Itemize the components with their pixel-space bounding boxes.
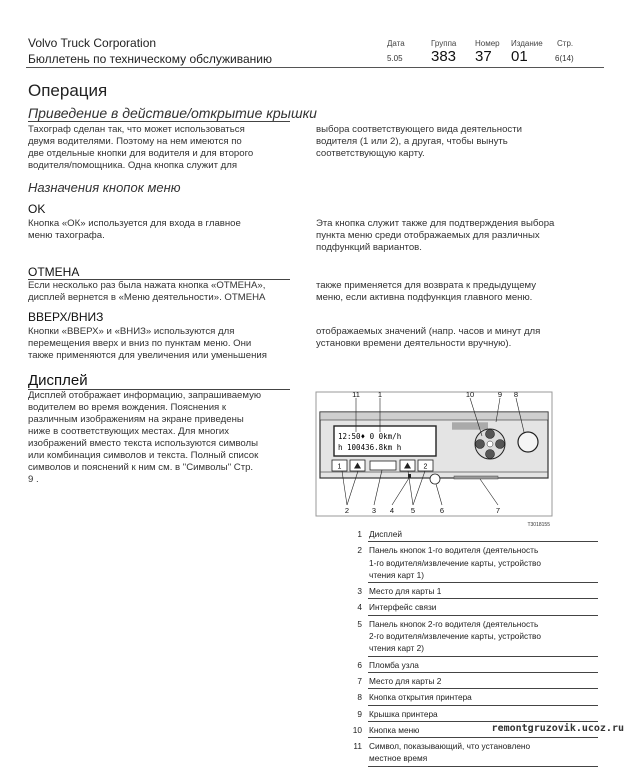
- display-heading: Дисплей: [28, 372, 88, 389]
- legend-rule: [368, 766, 598, 767]
- callout-8: 8: [513, 390, 519, 399]
- page-label: Стр.: [557, 39, 574, 48]
- ok-left: Кнопка «ОК» используется для входа в главное меню тахографа.: [28, 218, 241, 241]
- legend-rule: [368, 672, 598, 673]
- activation-rule: [28, 121, 290, 122]
- legend-rule: [368, 615, 598, 616]
- activation-right: выбора соответствующего вида деятельности водителя (1 или 2), а другая, чтобы вынуть соответствующую карту.: [316, 124, 522, 159]
- menu-buttons-heading: Назначения кнопок меню: [28, 180, 181, 195]
- callout-5: 5: [410, 506, 416, 515]
- callout-9: 9: [497, 390, 503, 399]
- legend-item: 2-го водителя/извлечение карты, устройство: [369, 631, 541, 642]
- legend-item: 1 Дисплей: [357, 529, 402, 539]
- seal: [430, 474, 440, 484]
- legend-item: местное время: [369, 753, 428, 764]
- activation-left: Тахограф сделан так, что может использоваться двумя водителями. Поэтому на нем имеются по две отдельные кнопки для водителя и для второго водителя/помощника. Одна кнопка служит для: [28, 124, 254, 171]
- date-label: Дата: [387, 39, 405, 48]
- legend-rule: [368, 721, 598, 722]
- card-slot-2: [454, 476, 498, 479]
- number-label: Номер: [475, 39, 500, 48]
- legend-item: чтения карт 2): [369, 643, 424, 654]
- edition-value: 01: [511, 48, 528, 65]
- group-value: 383: [431, 48, 457, 65]
- updown-left: Кнопки «ВВЕРХ» и «ВНИЗ» используются для перемещения вверх и вниз по пунктам меню. Они также применяются для увеличения или уменьшения: [28, 326, 267, 361]
- header-rule: [26, 67, 604, 68]
- legend-rule: [368, 582, 598, 583]
- legend-item: 1-го водителя/извлечение карты, устройство: [369, 557, 541, 568]
- legend-item: 10 Кнопка меню: [352, 724, 420, 735]
- page-value: 6(14): [555, 54, 574, 63]
- cancel-right: также применяется для возврата к предыдущему меню, если активна подфункция главного меню.: [316, 280, 537, 303]
- svg-text:1: 1: [337, 463, 342, 471]
- legend-item: 4 Интерфейс связи: [357, 602, 437, 613]
- legend-rule: [368, 705, 598, 706]
- callout-3: 3: [371, 506, 377, 515]
- figure-id: T3018155: [527, 522, 550, 528]
- updown-right: отображаемых значений (напр. часов и минут для установки времени деятельности вручную).: [316, 326, 541, 349]
- card-slot-1: [370, 461, 396, 470]
- menu-buttons-cluster: [475, 429, 505, 459]
- group-label: Группа: [431, 39, 457, 48]
- watermark: remontgruzovik.ucoz.ru: [491, 723, 624, 734]
- legend-item: чтения карт 1): [369, 569, 424, 580]
- printer-open-button: [518, 432, 538, 452]
- legend-item: 5 Панель кнопок 2-го водителя (деятельность: [357, 618, 539, 629]
- updown-title: ВВЕРХ/ВНИЗ: [28, 310, 104, 324]
- legend-rule: [368, 737, 598, 738]
- callout-4: 4: [389, 506, 395, 515]
- screen-line-2: h 100436.8km h: [338, 443, 402, 452]
- ok-right: Эта кнопка служит также для подтверждения выбора пункта меню среди отображаемых для различных подфункций вариантов.: [316, 218, 555, 253]
- display-text: Дисплей отображает информацию, запрашиваемую водителем во время вождения. Пояснения к различным изображениям на экране приведены ниже в соответствующих местах. Для многих изображений вместо текста используются символы или комбинация символов и текста. Полный список символов и пояснений к ним см. в "Символы" Стр. 9 .: [28, 390, 262, 485]
- cancel-title: ОТМЕНА: [28, 265, 80, 279]
- activation-heading: Приведение в действие/открытие крышки: [28, 105, 317, 121]
- callout-1: 1: [377, 390, 383, 399]
- ok-title: OK: [28, 202, 46, 216]
- callout-6: 6: [439, 506, 445, 515]
- date-value: 5.05: [387, 54, 403, 63]
- screen-line-1: 12:50♦ 0 0km/h: [338, 432, 402, 441]
- legend-item: 6 Пломба узла: [357, 659, 419, 670]
- legend-item: 7 Место для карты 2: [357, 675, 442, 686]
- legend-item: 3 Место для карты 1: [357, 586, 442, 597]
- edition-label: Издание: [511, 39, 543, 48]
- company-name: Volvo Truck Corporation: [28, 36, 157, 50]
- legend-rule: [368, 656, 598, 657]
- legend-item: 2 Панель кнопок 1-го водителя (деятельность: [357, 545, 539, 556]
- legend-item: 8 Кнопка открытия принтера: [357, 692, 472, 703]
- callout-11: 11: [352, 390, 360, 399]
- legend-rule: [368, 688, 598, 689]
- document-title: Бюллетень по техническому обслуживанию: [28, 52, 272, 66]
- callout-7: 7: [495, 506, 501, 515]
- number-value: 37: [475, 48, 492, 65]
- legend-item: 9 Крышка принтера: [357, 708, 438, 719]
- callout-10: 10: [465, 390, 475, 399]
- printer-area: [452, 422, 488, 430]
- tachograph-diagram: [314, 384, 554, 532]
- callout-2: 2: [344, 506, 350, 515]
- legend-rule: [368, 598, 598, 599]
- section-title: Операция: [28, 81, 108, 100]
- cancel-left: Если несколько раз была нажата кнопка «ОТМЕНА», дисплей вернется в «Меню деятельности». ОТМЕНА: [28, 280, 266, 303]
- legend-item: 11 Символ, показывающий, что установлено: [353, 741, 531, 752]
- tachograph-top-strip: [320, 412, 548, 420]
- legend-rule: [368, 541, 598, 542]
- svg-text:2: 2: [423, 463, 428, 471]
